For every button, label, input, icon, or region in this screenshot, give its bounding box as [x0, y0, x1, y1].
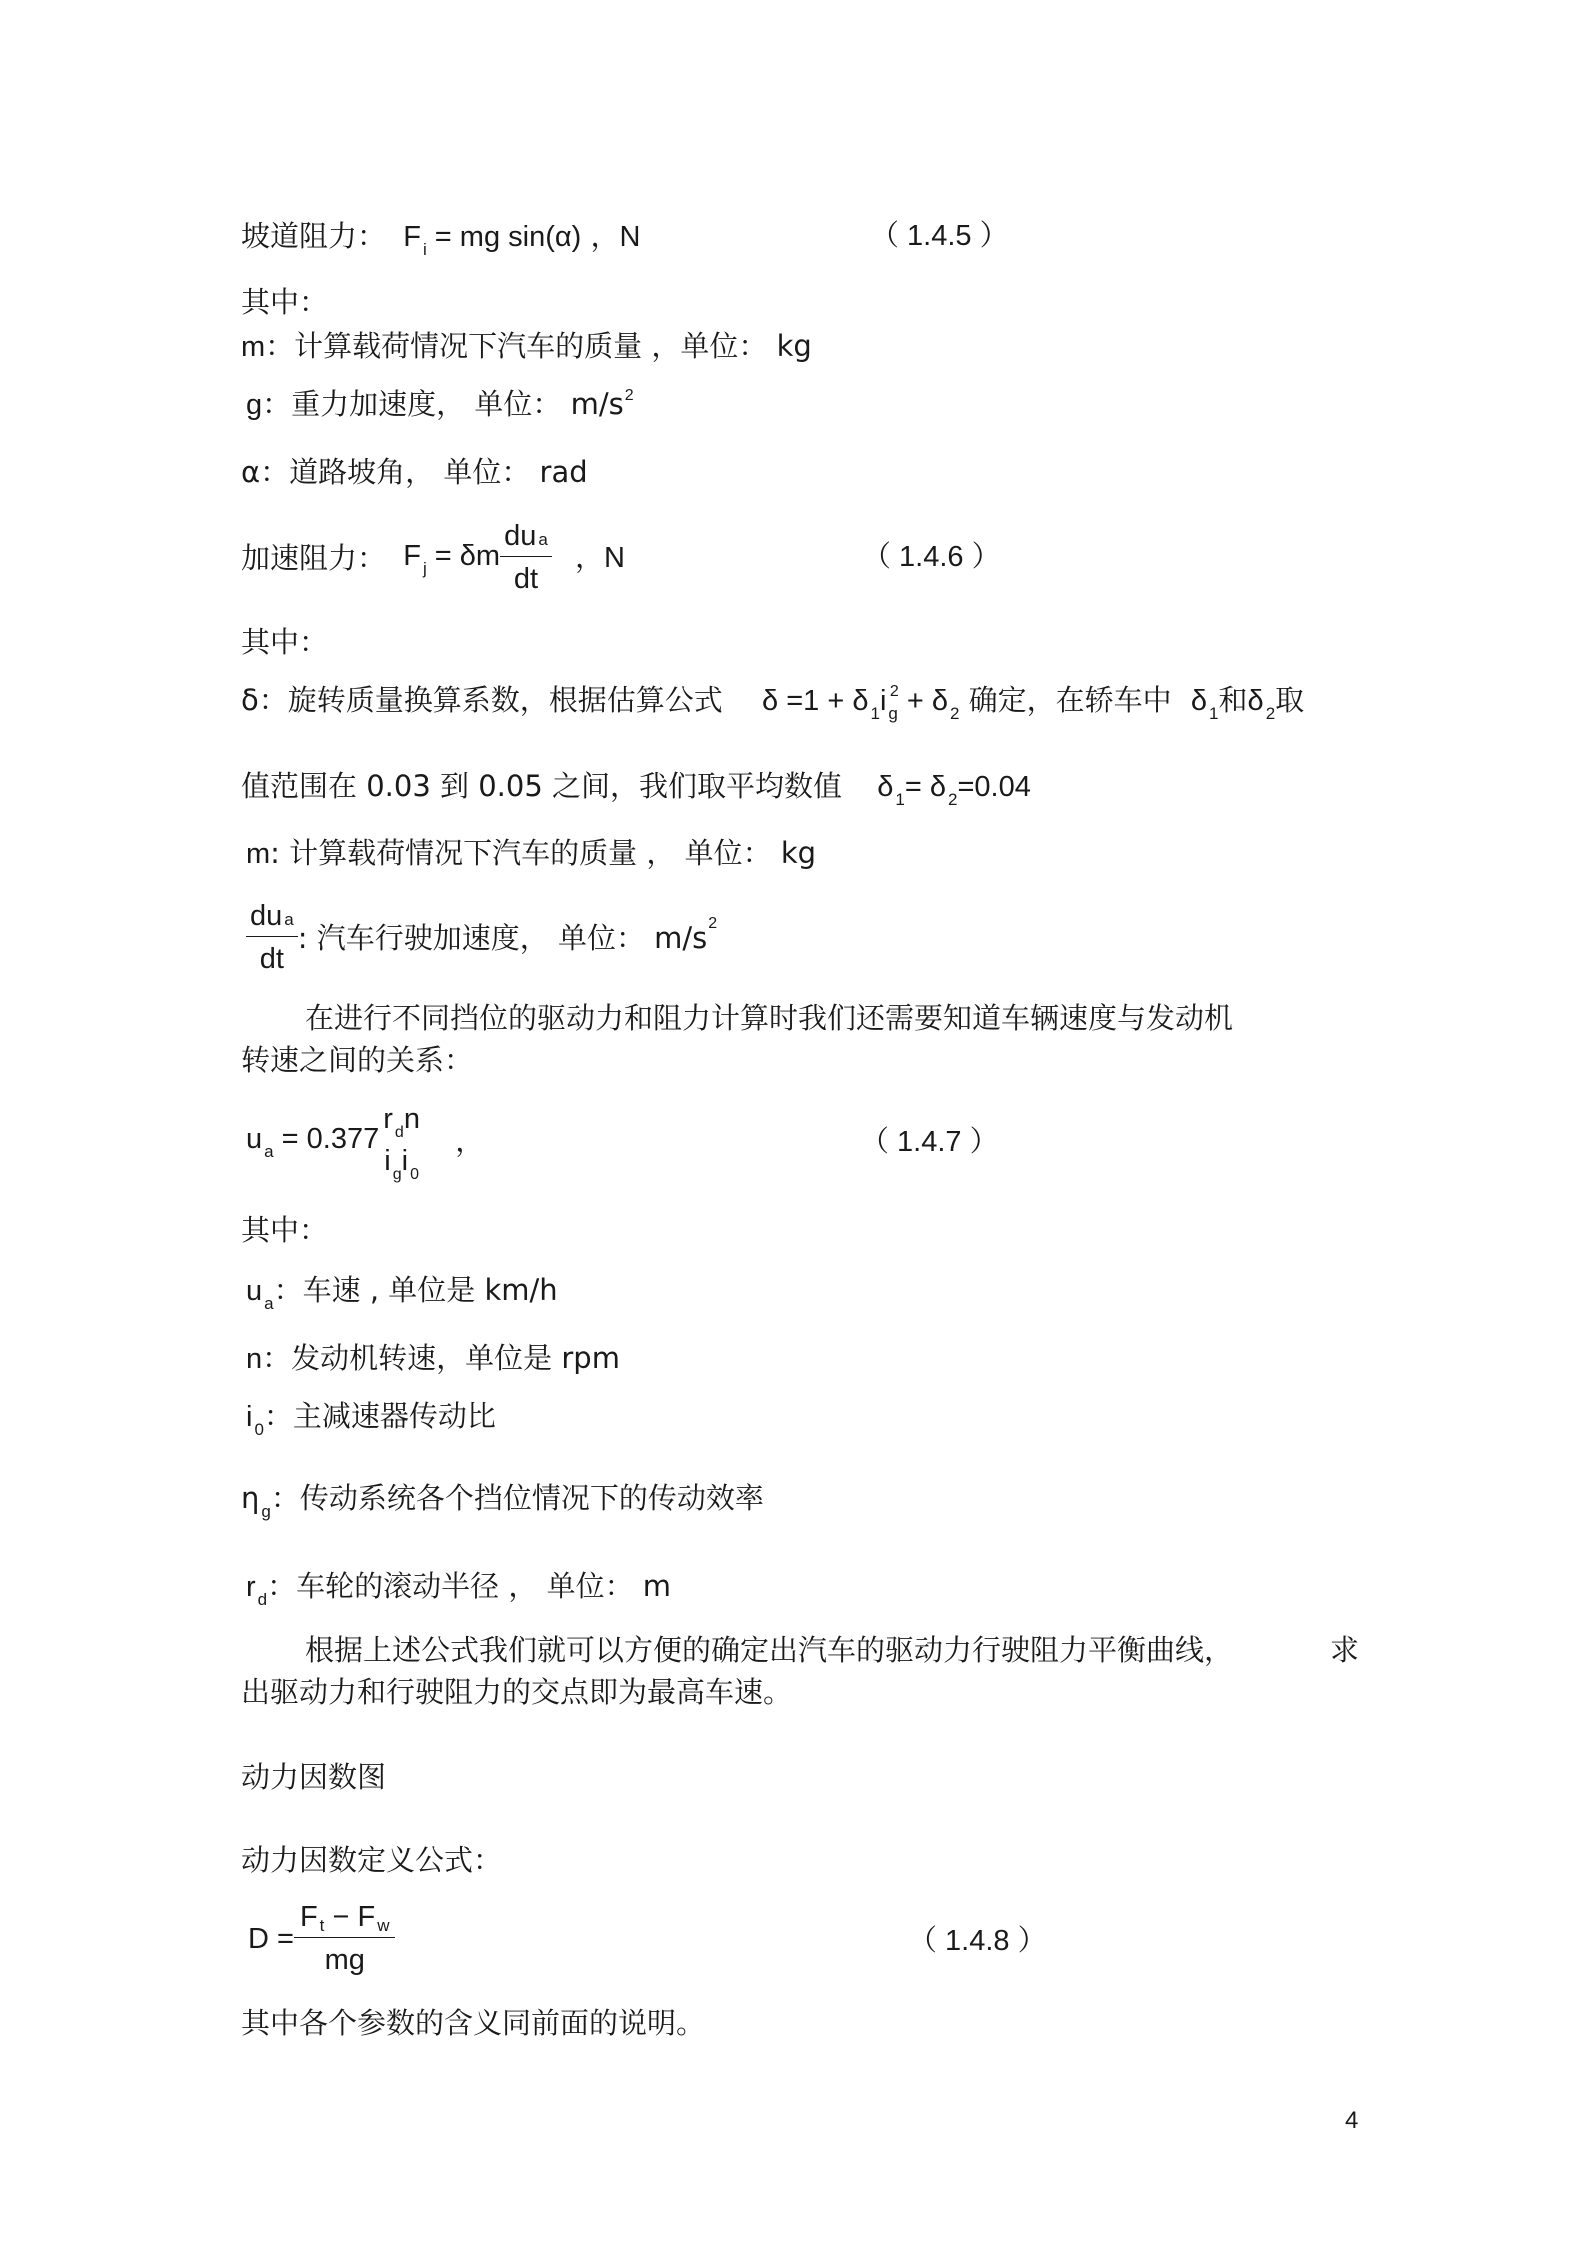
i0-definition: i $_0$：主减速器传动比 [246, 1399, 496, 1439]
alpha-definition: α：道路坡角， 单位： rad [241, 455, 588, 489]
dyn-lhs: D = [248, 1923, 294, 1955]
eq-number-147: （ 1.4.7 ） [860, 1126, 999, 1158]
grade-formula: F $_i$ = mg sin(α) [403, 221, 582, 259]
speed-lhs: u $_a$ = 0.377 [246, 1122, 380, 1161]
accel-lhs: F $_j$ = δm [403, 540, 501, 578]
grade-label: 坡道阻力： [241, 219, 387, 253]
accel-label: 加速阻力： [241, 541, 387, 575]
m-definition: m：计算载荷情况下汽车的质量 ，单位： kg [241, 329, 812, 363]
g-definition: g：重力加速度， 单位： $m/s^2$ [246, 387, 634, 421]
delta-range-line: 值范围在 0.03 到 0.05 之间，我们取平均数值 δ $_1$= δ $_2$=0.04 [241, 769, 1031, 809]
where-label-1: 其中： [241, 285, 329, 319]
paragraph-2-line-1-end: 求 [1330, 1633, 1360, 1667]
dua-fraction: $\frac{\text{du a}}{dt}$ [246, 902, 298, 974]
acceleration-definition: $\frac{\text{du a}}{dt}$ : 汽车行驶加速度， 单位： $m/s^2$ [246, 902, 717, 974]
rd-definition: r $_d$：车轮的滚动半径 ， 单位： m [246, 1569, 672, 1609]
eq-number-146: （ 1.4.6 ） [862, 541, 1001, 573]
paragraph-1-line-1: 在进行不同挡位的驱动力和阻力计算时我们还需要知道车辆速度与发动机 [305, 1001, 1234, 1035]
grade-resistance-line [241, 216, 640, 261]
speed-formula-line: u $_a$ = 0.377 r $_d$n i $_g$i $_0$ ， [246, 1103, 485, 1183]
eq-number-148: （ 1.4.8 ） [908, 1925, 1047, 1957]
closing-sentence: 其中各个参数的含义同前面的说明。 [241, 2006, 706, 2040]
delta-definition: δ：旋转质量换算系数，根据估算公式 δ =1 + δ $_1$i $_g^2$ + δ $_2$ 确定，在轿车中 δ $_1$和δ $_2$取 [241, 683, 1305, 723]
accel-unit: ，N [575, 542, 625, 574]
eta-definition: η $_g$：传动系统各个挡位情况下的传动效率 [241, 1481, 764, 1521]
paragraph-1-line-2: 转速之间的关系： [241, 1043, 474, 1077]
paragraph-2-line-1: 根据上述公式我们就可以方便的确定出汽车的驱动力行驶阻力平衡曲线， [305, 1633, 1234, 1667]
accel-resistance-line [241, 522, 625, 594]
where-label-3: 其中： [241, 1213, 329, 1247]
eq-number-145: （ 1.4.5 ） [870, 220, 1009, 252]
section-heading: 动力因数图 [241, 1760, 387, 1794]
dyn-fraction: $\frac{\text{F t − F w}}{mg}$ [294, 1903, 396, 1975]
m-definition-2: m: 计算载荷情况下汽车的质量 ， 单位： kg [246, 836, 817, 870]
ua-definition: u $_a$：车速 , 单位是 km/h [246, 1273, 558, 1313]
where-label-2: 其中： [241, 625, 329, 659]
accel-fraction: $\frac{\text{du a}}{dt}$ [500, 522, 552, 594]
speed-fraction: r $_d$n i $_g$i $_0$ [383, 1103, 420, 1183]
definition-label: 动力因数定义公式： [241, 1843, 503, 1877]
delta-formula: δ =1 + δ $_1$i $_g^2$ + δ $_2$ [761, 683, 960, 723]
paragraph-2-line-2: 出驱动力和行驶阻力的交点即为最高车速。 [241, 1675, 793, 1709]
n-definition: n：发动机转速，单位是 rpm [246, 1341, 620, 1375]
page-number: 4 [1345, 2107, 1359, 2134]
grade-unit: ，N [590, 221, 641, 253]
dynamic-factor-formula [248, 1903, 395, 1975]
